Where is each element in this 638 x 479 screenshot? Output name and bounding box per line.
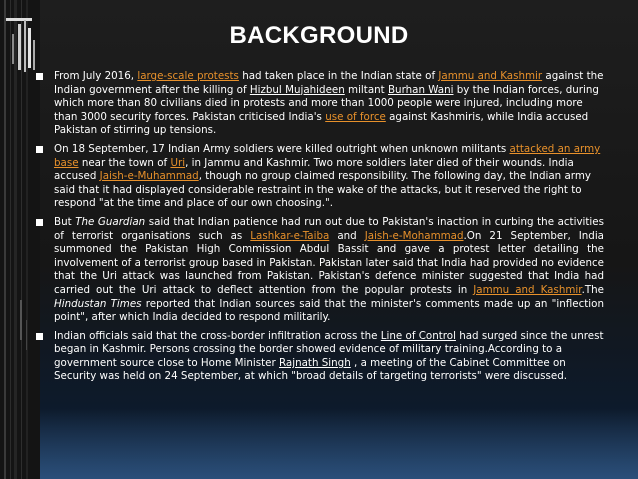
link-hizbul-mujahideen[interactable]: Hizbul Mujahideen — [249, 83, 345, 96]
bullet-item-1 — [36, 70, 604, 138]
bullet-content — [36, 70, 604, 389]
slide-title: BACKGROUND — [229, 22, 409, 49]
text-segment: by the Indian forces, during which more than 80 civilians died in protests and more than 1000 people were injured, including more than 3000 security forces. Pakistan criticised India's — [54, 83, 599, 123]
bullet-list — [36, 70, 604, 384]
text-segment: But — [54, 215, 76, 228]
bottom-glow — [0, 409, 638, 479]
text-segment: near the town of — [78, 156, 171, 169]
square-bullet-icon — [36, 73, 43, 80]
text-segment: Indian officials said that the cross-border infiltration across the — [54, 329, 381, 342]
text-segment: From July 2016, — [54, 70, 138, 82]
link-jammu-and-kashmir[interactable]: Jammu and Kashmir — [438, 70, 543, 82]
text-segment: miltant — [344, 83, 388, 96]
square-bullet-icon — [36, 146, 43, 153]
text-segment: .On 21 September, India summoned the Pakistan High Commission Abdul Bassit and gave a protest letter detailing the involvement of a terrorist group based in Pakistan. Pakistan later said that India had provided no evidence that the Uri attack was launched from Pakistan. Pakistan's defence minister suggested that India had carried out the Uri attack to deflect attention from the popular protests in — [54, 229, 604, 296]
text-segment: against Kashmiris, while India accused Pakistan of stirring up tensions. — [54, 110, 589, 137]
text-segment: reported that Indian sources said that the minister's comments made up an "inflection point", after which India decided to respond militarily. — [54, 297, 604, 324]
text-segment: , a meeting of the Cabinet Committee on Security was held on 24 September, at which "broad details of targeting terrorists" were discussed. — [54, 356, 568, 383]
decorative-stripes-graphic — [0, 0, 40, 479]
text-segment: said that Indian patience had run out due to Pakistan's inaction in curbing the activities of terrorist organisations such as — [54, 215, 604, 242]
link-burhan-wani[interactable]: Burhan Wani — [387, 83, 454, 96]
link-jammu-and-kashmir-2[interactable]: Jammu and Kashmir — [473, 283, 582, 296]
bullet-item-2 — [36, 143, 604, 211]
link-jaish-e-mohammad[interactable]: Jaish-e-Mohammad — [364, 229, 464, 242]
link-jaish-e-muhammad[interactable]: Jaish-e-Muhammad — [99, 170, 199, 183]
link-rajnath-singh[interactable]: Rajnath Singh — [278, 356, 351, 369]
text-segment: , though no group claimed responsibility. The following day, the Indian army said that it had displayed considerable restraint in the wake of the attacks, but it reserved the right to respond "at the time and place of our own choosing.". — [54, 170, 591, 210]
text-segment: had surged since the unrest began in Kashmir. Persons crossing the border showed evidence of military training.According to a government source close to Home Minister — [54, 329, 604, 369]
link-lashkar-e-taiba[interactable]: Lashkar-e-Taiba — [250, 229, 330, 242]
link-large-scale-protests[interactable]: large-scale protests — [137, 70, 239, 82]
text-segment: and — [329, 229, 365, 242]
link-uri[interactable]: Uri — [170, 156, 186, 169]
link-line-of-control[interactable]: Line of Control — [380, 329, 456, 342]
bullet-item-3 — [36, 216, 604, 325]
italic-hindustan-times: Hindustan Times — [54, 297, 142, 310]
text-segment: , in Jammu and Kashmir. Two more soldiers later died of their wounds. India accused — [54, 156, 574, 183]
text-segment: had taken place in the Indian state of — [238, 70, 439, 82]
square-bullet-icon — [36, 333, 43, 340]
italic-the-guardian: The Guardian — [75, 215, 146, 228]
text-segment: against the Indian government after the killing of — [54, 70, 604, 96]
square-bullet-icon — [36, 219, 43, 226]
text-segment: On 18 September, 17 Indian Army soldiers were killed outright when unknown militants — [54, 142, 510, 155]
link-attacked-an-army-base[interactable]: attacked an army base — [54, 142, 601, 169]
text-segment: .The — [581, 283, 604, 296]
bullet-item-4 — [36, 330, 604, 384]
link-use-of-force[interactable]: use of force — [325, 110, 386, 123]
